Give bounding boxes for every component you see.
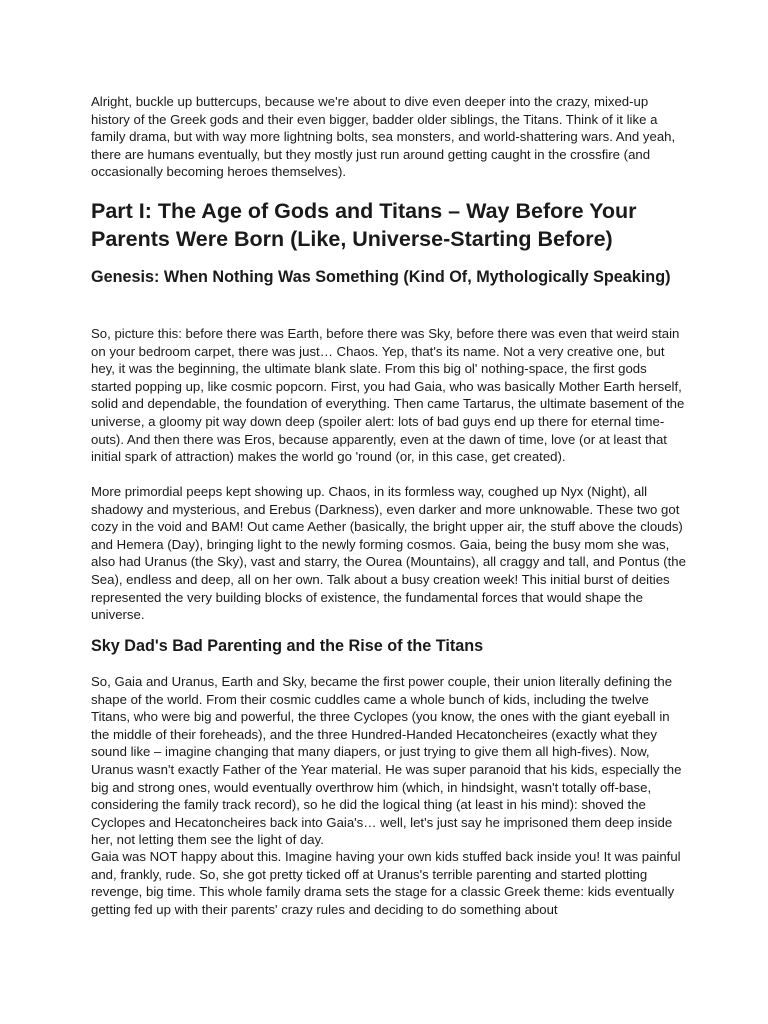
genesis-paragraph-1: So, picture this: before there was Earth, before there was Sky, before there was even that weird stain on your bedroom carpet, there was just… Chaos. Yep, that's its name. Not a very creative one, but hey, it was the beginning, the ultimate blank slate. From this big ol' nothing-space, the first gods started popping up, like cosmic popcorn. First, you had Gaia, who was basically Mother Earth herself, solid and dependable, the foundation of everything. Then came Tartarus, the ultimate basement of the universe, a gloomy pit way down deep (spoiler alert: lots of bad guys end up there for eternal time-outs). And then there was Eros, because apparently, even at the dawn of time, love (or at least that initial spark of attraction) makes the world go 'round (or, in this case, get created). bbox=[91, 326, 685, 465]
intro-paragraph: Alright, buckle up buttercups, because we're about to dive even deeper into the crazy, mixed-up history of the Greek gods and their even bigger, badder older siblings, the Titans. Think of it like a family drama, but with way more lightning bolts, sea monsters, and world-shattering wars. And yeah, there are humans eventually, but they mostly just run around getting caught in the crossfire (and occasionally becoming heroes themselves). bbox=[91, 94, 676, 180]
genesis-heading: Genesis: When Nothing Was Something (Kind Of, Mythologically Speaking) bbox=[91, 268, 671, 286]
sky-paragraph-2: Gaia was NOT happy about this. Imagine having your own kids stuffed back inside you! It was painful and, frankly, rude. So, she got pretty ticked off at Uranus's terrible parenting and started plotting revenge, big time. This whole family drama sets the stage for a classic Greek theme: kids eventually getting fed up with their parents' crazy rules and deciding to do something about bbox=[91, 849, 681, 917]
sky-heading: Sky Dad's Bad Parenting and the Rise of the Titans bbox=[91, 637, 484, 655]
part-title: Part I: The Age of Gods and Titans – Way Before Your Parents Were Born (Like, Universe-Starting Before) bbox=[91, 199, 637, 251]
genesis-paragraph-2: More primordial peeps kept showing up. Chaos, in its formless way, coughed up Nyx (Night), all shadowy and mysterious, and Erebus (Darkness), even darker and more unknowable. These two got cozy in the void and BAM! Out came Aether (basically, the bright upper air, the stuff above the clouds) and Hemera (Day), bringing light to the newly forming cosmos. Gaia, being the busy mom she was, also had Uranus (the Sky), vast and starry, the Ourea (Mountains), all craggy and tall, and Pontus (the Sea), endless and deep, all on her own. Talk about a busy creation week! This initial burst of deities represented the very building blocks of existence, the fundamental forces that would shape the universe. bbox=[91, 484, 686, 623]
sky-paragraph-1: So, Gaia and Uranus, Earth and Sky, became the first power couple, their union literally defining the shape of the world. From their cosmic cuddles came a whole bunch of kids, including the twelve Titans, who were big and powerful, the three Cyclopes (you know, the ones with the giant eyeball in the middle of their foreheads), and the three Hundred-Handed Hecatoncheires (exactly what they sound like – imagine changing that many diapers, or just trying to give them all high-fives). Now, Uranus wasn't exactly Father of the Year material. He was super paranoid that his kids, especially the big and strong ones, would eventually overthrow him (which, in hindsight, wasn't totally off-base, considering the family track record), so he did the logical thing (at least in his mind): shoved the Cyclopes and Hecatoncheires back into Gaia's… well, let's just say he imprisoned them deep inside her, not letting them see the light of day. bbox=[91, 674, 682, 848]
